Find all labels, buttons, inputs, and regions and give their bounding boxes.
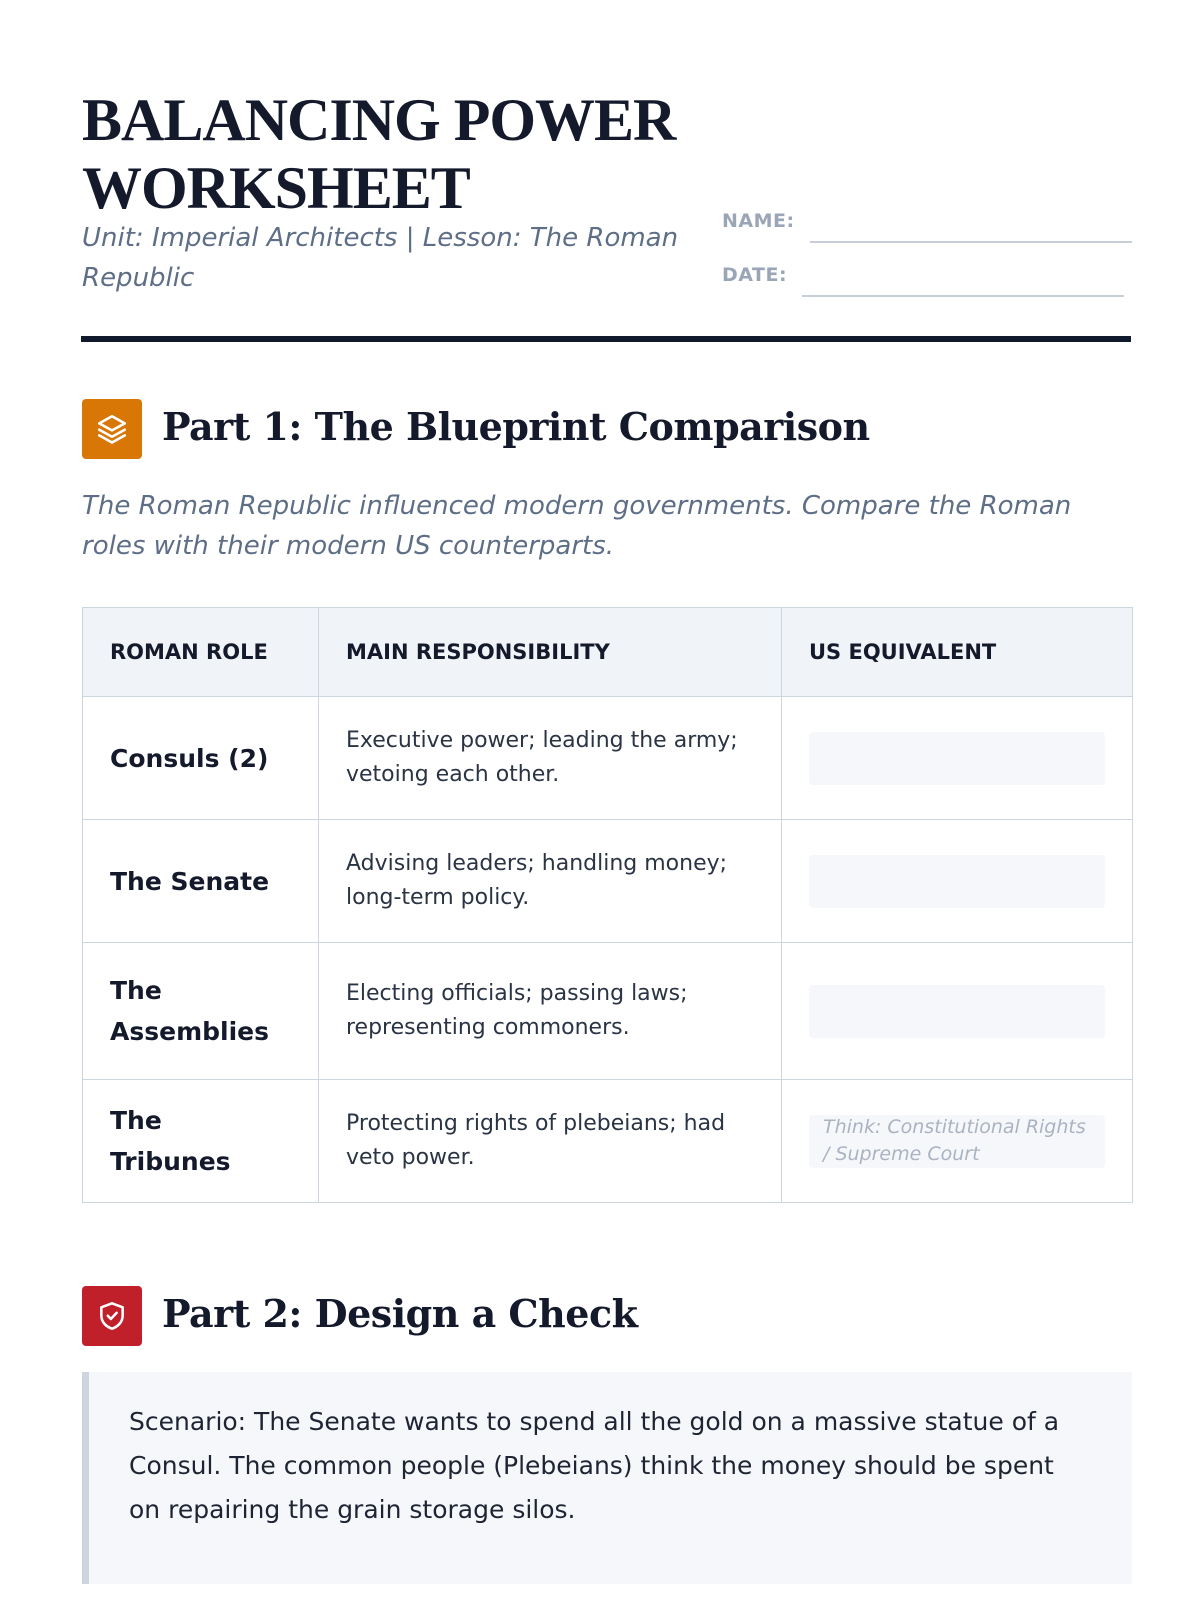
us-equivalent-cell xyxy=(782,943,1133,1080)
scenario-callout: Scenario: The Senate wants to spend all the gold on a massive statue of a Consul. The common people (Plebeians) think the money should be spent on repairing the grain storage silos. xyxy=(82,1372,1132,1584)
responsibility-cell: Advising leaders; handling money; long-term policy. xyxy=(319,820,782,943)
table-row xyxy=(83,943,1133,1080)
date-label: DATE: xyxy=(722,264,788,286)
name-field[interactable] xyxy=(810,241,1132,243)
us-equivalent-answer-box[interactable] xyxy=(809,985,1105,1038)
comparison-table xyxy=(82,607,1133,1203)
roman-role-cell: The Tribunes xyxy=(83,1080,319,1203)
responsibility-cell: Protecting rights of plebeians; had veto power. xyxy=(319,1080,782,1203)
part2-title: Part 2: Design a Check xyxy=(162,1291,638,1336)
table-row xyxy=(83,697,1133,820)
name-label: NAME: xyxy=(722,210,795,232)
roman-role-cell: The Assemblies xyxy=(83,943,319,1080)
us-equivalent-cell xyxy=(782,697,1133,820)
column-header-us-equivalent: US EQUIVALENT xyxy=(782,608,1133,697)
roman-role-cell: The Senate xyxy=(83,820,319,943)
part1-instructions: The Roman Republic influenced modern governments. Compare the Roman roles with their modern US counterparts. xyxy=(82,491,1072,561)
table-row xyxy=(83,1080,1133,1203)
header-divider xyxy=(81,336,1131,342)
column-header-roman-role: ROMAN ROLE xyxy=(83,608,319,697)
table-header-row xyxy=(83,608,1133,697)
date-field[interactable] xyxy=(802,295,1124,297)
worksheet-title: BALANCING POWER WORKSHEET xyxy=(82,87,676,221)
unit-lesson-subtitle: Unit: Imperial Architects | Lesson: The Roman Republic xyxy=(82,223,679,293)
column-header-main-responsibility: MAIN RESPONSIBILITY xyxy=(319,608,782,697)
part1-title: Part 1: The Blueprint Comparison xyxy=(162,404,870,449)
us-equivalent-answer-box[interactable] xyxy=(809,732,1105,785)
us-equivalent-cell xyxy=(782,820,1133,943)
us-equivalent-hint-box[interactable]: Think: Constitutional Rights / Supreme Court xyxy=(809,1115,1105,1168)
table-row xyxy=(83,820,1133,943)
responsibility-cell: Executive power; leading the army; vetoing each other. xyxy=(319,697,782,820)
us-equivalent-cell xyxy=(782,1080,1133,1203)
roman-role-cell: Consuls (2) xyxy=(83,697,319,820)
shield-check-icon xyxy=(82,1286,142,1346)
layers-icon xyxy=(82,399,142,459)
us-equivalent-answer-box[interactable] xyxy=(809,855,1105,908)
responsibility-cell: Electing officials; passing laws; representing commoners. xyxy=(319,943,782,1080)
